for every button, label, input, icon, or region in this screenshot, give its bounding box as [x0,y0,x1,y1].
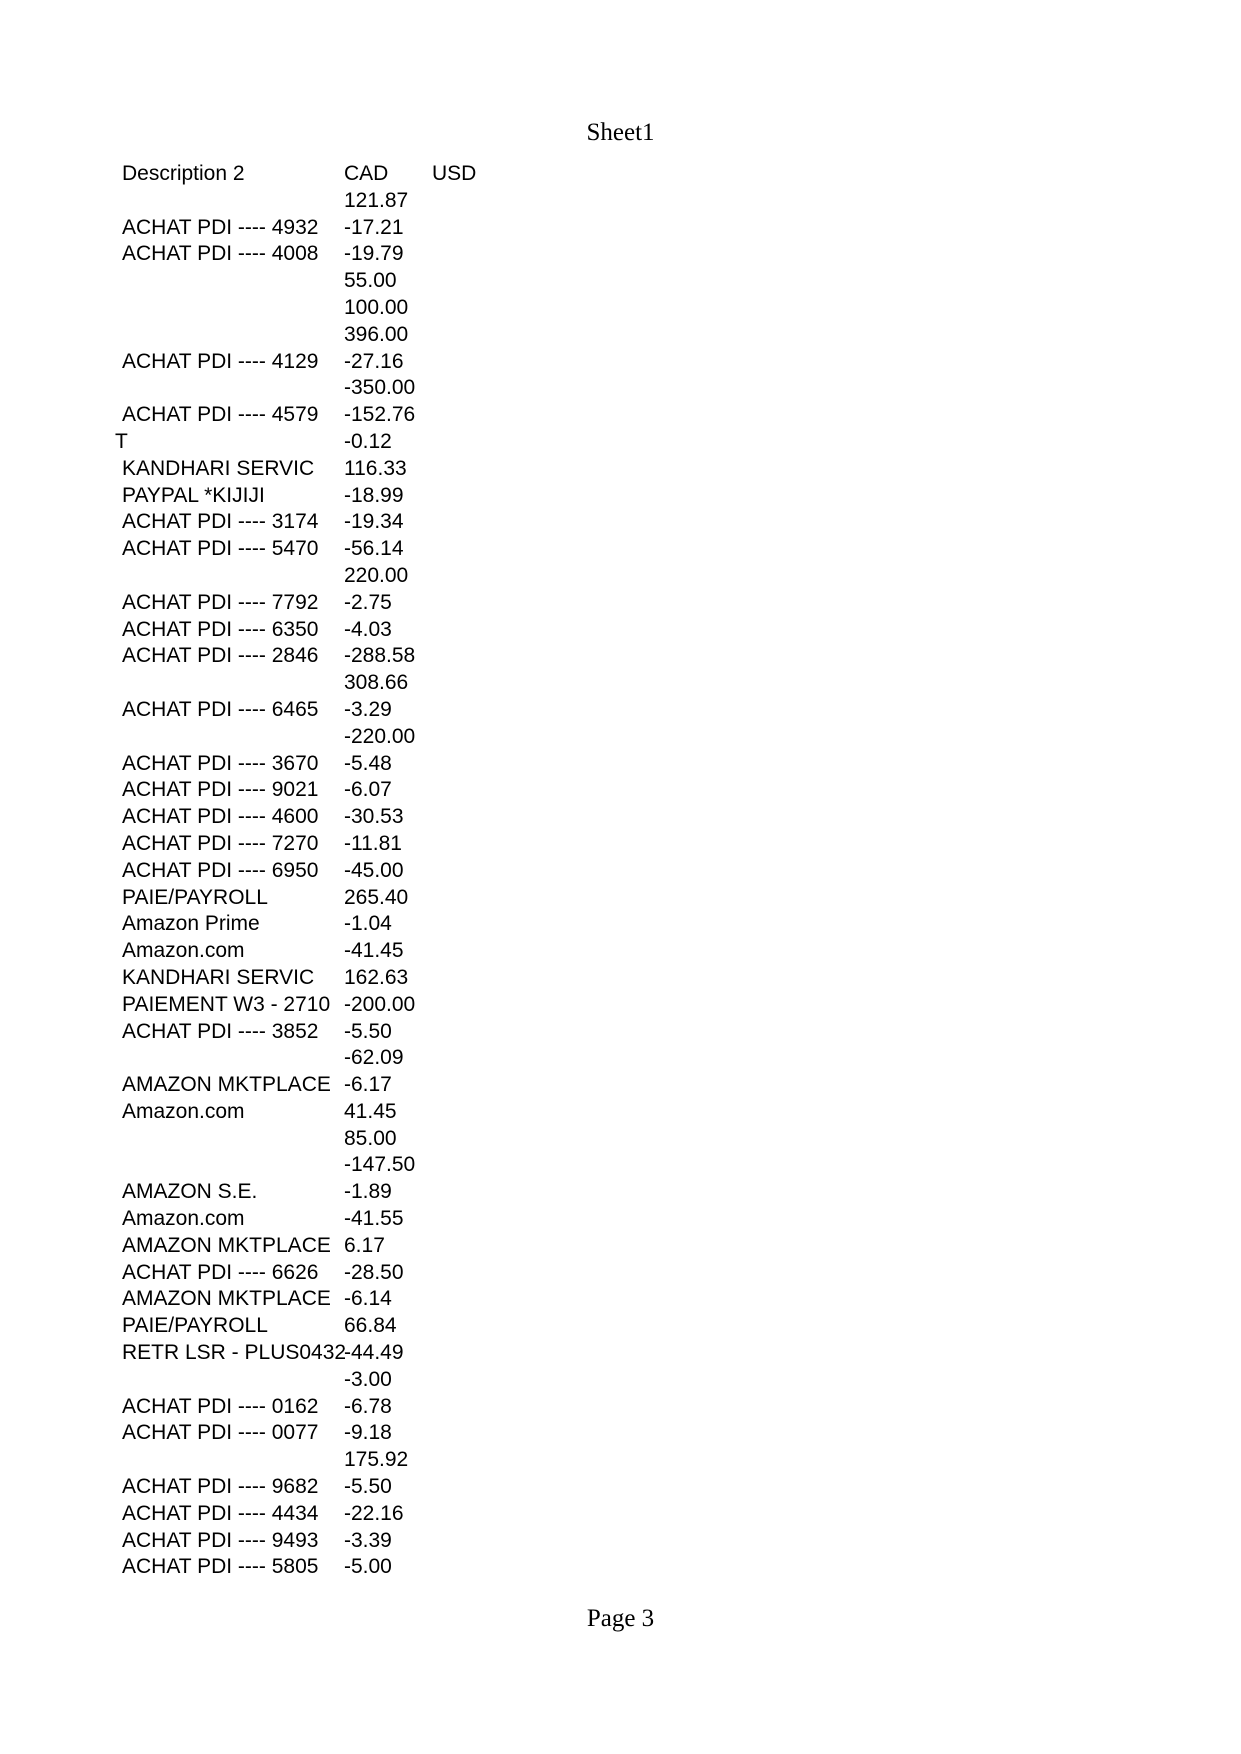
cad-amount-cell: -0.12 [344,429,392,453]
description-cell: ACHAT PDI ---- 0077 [122,1421,319,1445]
cad-amount-cell: -5.50 [344,1475,392,1499]
cad-amount-cell: -11.81 [344,831,402,855]
description-cell: ACHAT PDI ---- 6465 [122,697,319,721]
cad-amount-cell: -44.49 [344,1341,404,1365]
cad-amount-cell: -56.14 [344,537,404,561]
cad-amount-cell: -3.39 [344,1528,392,1552]
description-cell: KANDHARI SERVIC [122,456,315,480]
description-cell: ACHAT PDI ---- 5470 [122,537,319,561]
description-cell: ACHAT PDI ---- 3174 [122,510,319,534]
cad-amount-cell: -41.45 [344,939,404,963]
clipped-text-fragment: T [115,429,128,453]
cad-amount-cell: -350.00 [344,376,416,400]
cad-amount-cell: -200.00 [344,992,416,1016]
description-cell: ACHAT PDI ---- 6626 [122,1260,319,1284]
cad-amount-cell: 396.00 [344,322,409,346]
description-cell: PAIE/PAYROLL [122,885,268,909]
cad-amount-cell: -30.53 [344,805,404,829]
column-header-cad: CAD [344,162,389,185]
cad-amount-cell: 85.00 [344,1126,397,1150]
description-cell: AMAZON MKTPLACE [122,1073,331,1097]
cad-amount-cell: 66.84 [344,1314,397,1338]
description-cell: KANDHARI SERVIC [122,965,315,989]
cad-amount-cell: -5.48 [344,751,392,775]
description-cell: ACHAT PDI ---- 7792 [122,590,319,614]
cad-amount-cell: -9.18 [344,1421,392,1445]
description-cell: Amazon.com [122,939,245,963]
cad-amount-cell: -220.00 [344,724,416,748]
cad-amount-cell: -3.00 [344,1367,392,1391]
cad-amount-cell: -6.14 [344,1287,392,1311]
cad-amount-cell: -288.58 [344,644,416,668]
cad-amount-cell: -6.07 [344,778,392,802]
column-header-description: Description 2 [122,162,245,185]
cad-amount-cell: -27.16 [344,349,404,373]
description-cell: PAIEMENT W3 - 2710 [122,992,331,1016]
sheet-title: Sheet1 [586,119,655,146]
cad-amount-cell: -19.34 [344,510,404,534]
description-cell: AMAZON MKTPLACE [122,1233,331,1257]
description-cell: Amazon.com [122,1207,245,1231]
description-cell: ACHAT PDI ---- 3852 [122,1019,319,1043]
column-header-usd: USD [432,162,477,185]
cad-amount-cell: -5.00 [344,1555,392,1579]
description-cell: Amazon.com [122,1099,245,1123]
cad-amount-cell: 265.40 [344,885,409,909]
cad-amount-cell: 220.00 [344,563,409,587]
description-cell: ACHAT PDI ---- 2846 [122,644,319,668]
cad-amount-cell: 116.33 [344,456,407,480]
description-cell: ACHAT PDI ---- 3670 [122,751,319,775]
cad-amount-cell: -5.50 [344,1019,392,1043]
description-cell: ACHAT PDI ---- 4579 [122,403,319,427]
cad-amount-cell: 162.63 [344,965,409,989]
cad-amount-cell: 100.00 [344,295,409,319]
cad-amount-cell: -152.76 [344,403,416,427]
cad-amount-cell: 55.00 [344,269,397,293]
description-cell: ACHAT PDI ---- 6350 [122,617,319,641]
description-cell: ACHAT PDI ---- 9493 [122,1528,319,1552]
cad-amount-cell: -41.55 [344,1207,404,1231]
cad-amount-cell: -1.04 [344,912,392,936]
description-cell: ACHAT PDI ---- 4008 [122,242,319,266]
description-cell: AMAZON S.E. [122,1180,258,1204]
description-cell: RETR LSR - PLUS0432 [122,1341,347,1365]
description-cell: ACHAT PDI ---- 4434 [122,1501,319,1525]
cad-amount-cell: -6.17 [344,1073,392,1097]
cad-amount-cell: -1.89 [344,1180,392,1204]
cad-amount-cell: -19.79 [344,242,404,266]
cad-amount-cell: 6.17 [344,1233,385,1257]
cad-amount-cell: -22.16 [344,1501,404,1525]
cad-amount-cell: 41.45 [344,1099,397,1123]
description-cell: AMAZON MKTPLACE [122,1287,331,1311]
description-cell: ACHAT PDI ---- 9021 [122,778,319,802]
cad-amount-cell: -3.29 [344,697,392,721]
cad-amount-cell: -28.50 [344,1260,404,1284]
page-number: Page 3 [586,1605,655,1632]
description-cell: ACHAT PDI ---- 0162 [122,1394,319,1418]
description-cell: Amazon Prime [122,912,260,936]
description-cell: PAYPAL *KIJIJI [122,483,265,507]
description-cell: ACHAT PDI ---- 4932 [122,215,319,239]
cad-amount-cell: -18.99 [344,483,404,507]
cad-amount-cell: 121.87 [344,188,409,212]
cad-amount-cell: -2.75 [344,590,392,614]
cad-amount-cell: -45.00 [344,858,404,882]
cad-amount-cell: -17.21 [344,215,404,239]
description-cell: PAIE/PAYROLL [122,1314,268,1338]
cad-amount-cell: -147.50 [344,1153,416,1177]
cad-amount-cell: 175.92 [344,1448,409,1472]
cad-amount-cell: 308.66 [344,671,409,695]
description-cell: ACHAT PDI ---- 4129 [122,349,319,373]
cad-amount-cell: -62.09 [344,1046,404,1070]
cad-amount-cell: -4.03 [344,617,392,641]
cad-amount-cell: -6.78 [344,1394,392,1418]
description-cell: ACHAT PDI ---- 9682 [122,1475,319,1499]
description-cell: ACHAT PDI ---- 5805 [122,1555,319,1579]
description-cell: ACHAT PDI ---- 4600 [122,805,319,829]
description-cell: ACHAT PDI ---- 6950 [122,858,319,882]
description-cell: ACHAT PDI ---- 7270 [122,831,319,855]
